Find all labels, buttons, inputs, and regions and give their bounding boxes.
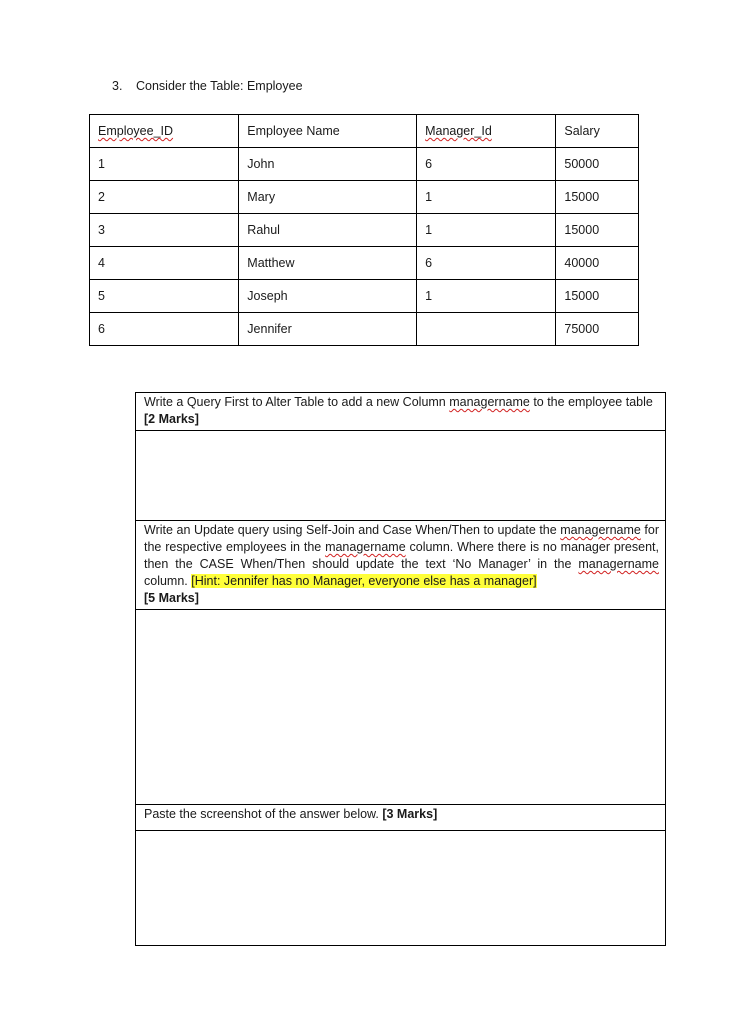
- cell-manager-id: [417, 313, 556, 346]
- cell-manager-id: 6: [417, 247, 556, 280]
- task2-prompt-row: [136, 521, 666, 610]
- cell-employee-name: Joseph: [239, 280, 417, 313]
- term-managername: managername: [449, 395, 530, 409]
- header-salary: Salary: [556, 115, 639, 148]
- task2-marks: [5 Marks]: [144, 591, 199, 605]
- task2-hint: [Hint: Jennifer has no Manager, everyone else has a manager]: [191, 574, 537, 588]
- task1-marks: [2 Marks]: [144, 412, 199, 426]
- table-row: [90, 214, 639, 247]
- task1-prompt: Write a Query First to Alter Table to add a new Column managername to the employee table [2 Marks]: [136, 393, 666, 431]
- table-row: [90, 280, 639, 313]
- term-managername: managername: [560, 523, 641, 537]
- task2-prompt: Write an Update query using Self-Join and Case When/Then to update the managername for the respective employees in the managername column. Where there is no manager present, then the CASE When/Then should update the text ‘No Manager’ in the managername column. [Hint: Jennifer has no Manager, everyone else has a manager] [5 Marks]: [136, 521, 666, 610]
- cell-employee-name: Matthew: [239, 247, 417, 280]
- question-heading: [112, 78, 303, 94]
- cell-salary: 15000: [556, 214, 639, 247]
- table-row: [90, 181, 639, 214]
- task3-answer-box[interactable]: [136, 831, 666, 946]
- cell-salary: 75000: [556, 313, 639, 346]
- table-header-row: [90, 115, 639, 148]
- cell-salary: 15000: [556, 181, 639, 214]
- cell-employee-name: Jennifer: [239, 313, 417, 346]
- table-row: [90, 247, 639, 280]
- header-employee-name: Employee Name: [239, 115, 417, 148]
- cell-employee-id: 3: [90, 214, 239, 247]
- header-employee-id: Employee_ID: [90, 115, 239, 148]
- term-managername: managername: [325, 540, 406, 554]
- term-managername: managername: [578, 557, 659, 571]
- cell-manager-id: 1: [417, 280, 556, 313]
- task3-answer-row: [136, 831, 666, 946]
- task3-marks: [3 Marks]: [382, 807, 438, 821]
- cell-employee-name: Rahul: [239, 214, 417, 247]
- cell-salary: 40000: [556, 247, 639, 280]
- cell-salary: 50000: [556, 148, 639, 181]
- task1-answer-box[interactable]: [136, 431, 666, 521]
- task2-answer-row: [136, 610, 666, 805]
- task3-prompt-row: [136, 805, 666, 831]
- task1-answer-row: [136, 431, 666, 521]
- cell-salary: 15000: [556, 280, 639, 313]
- table-row: [90, 148, 639, 181]
- header-manager-id: Manager_Id: [417, 115, 556, 148]
- task2-answer-box[interactable]: [136, 610, 666, 805]
- cell-employee-id: 2: [90, 181, 239, 214]
- cell-employee-name: Mary: [239, 181, 417, 214]
- cell-employee-id: 5: [90, 280, 239, 313]
- cell-employee-id: 1: [90, 148, 239, 181]
- task3-prompt: Paste the screenshot of the answer below. [3 Marks]: [136, 805, 666, 831]
- task-answer-table: [135, 392, 666, 946]
- cell-employee-name: John: [239, 148, 417, 181]
- table-row: [90, 313, 639, 346]
- employee-table: [89, 114, 639, 346]
- cell-manager-id: 6: [417, 148, 556, 181]
- question-title: Consider the Table: Employee: [136, 79, 303, 93]
- task1-prompt-row: [136, 393, 666, 431]
- question-number: 3.: [112, 79, 123, 93]
- cell-manager-id: 1: [417, 214, 556, 247]
- cell-employee-id: 4: [90, 247, 239, 280]
- cell-employee-id: 6: [90, 313, 239, 346]
- cell-manager-id: 1: [417, 181, 556, 214]
